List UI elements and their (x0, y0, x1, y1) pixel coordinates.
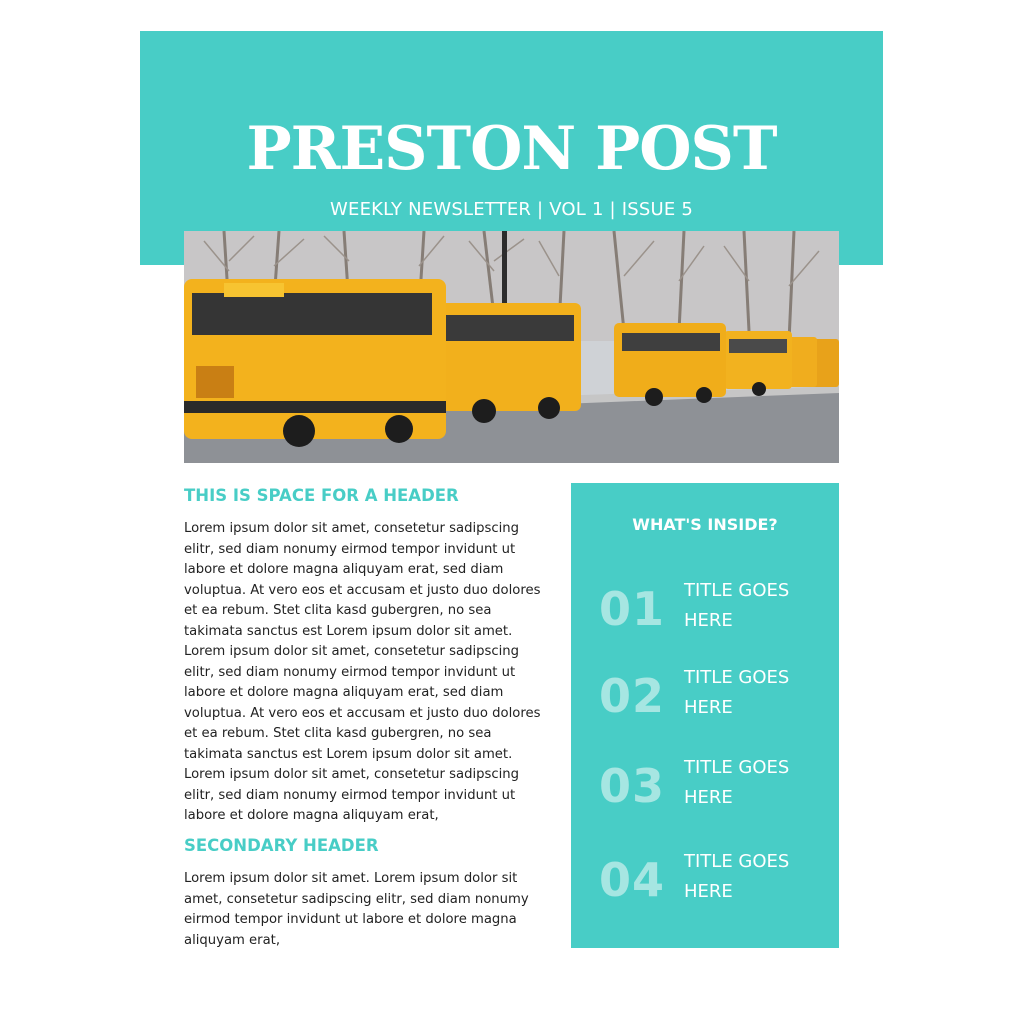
secondary-header: SECONDARY HEADER (184, 836, 379, 855)
toc-item (599, 580, 829, 640)
toc-item-title-line2: HERE (684, 697, 733, 718)
whats-inside-panel (571, 483, 839, 948)
newsletter-title: PRESTON POST (246, 114, 777, 184)
toc-item-number: 02 (599, 669, 666, 723)
toc-item (599, 851, 829, 911)
toc-item (599, 757, 829, 817)
toc-item-title-line1: TITLE GOES (684, 757, 790, 778)
toc-item-title-line2: HERE (684, 787, 733, 808)
toc-item-title-line1: TITLE GOES (684, 580, 790, 601)
toc-item-title-line2: HERE (684, 610, 733, 631)
school-buses-photo (184, 231, 839, 463)
toc-item (599, 667, 829, 727)
toc-item-title-line2: HERE (684, 881, 733, 902)
secondary-body: Lorem ipsum dolor sit amet. Lorem ipsum dolor sit amet, consetetur sadipscing elitr, sed diam nonumy eirmod tempor invidunt ut labore et dolore magna aliquyam erat, (184, 871, 529, 948)
toc-item-number: 03 (599, 759, 666, 813)
toc-item-number: 04 (599, 853, 666, 907)
newsletter-subtitle: WEEKLY NEWSLETTER | VOL 1 | ISSUE 5 (330, 199, 693, 220)
article-body: Lorem ipsum dolor sit amet, consetetur sadipscing elitr, sed diam nonumy eirmod tempor invidunt ut labore et dolore magna aliquyam erat, sed diam voluptua. At vero eos et accusam et justo duo dolores et ea rebum. Stet clita kasd gubergren, no sea takimata sanctus est Lorem ipsum dolor sit amet. Lorem ipsum dolor sit amet, consetetur sadipscing elitr, sed diam nonumy eirmod tempor invidunt ut labore et dolore magna aliquyam erat, sed diam voluptua. At vero eos et accusam et justo duo dolores et ea rebum. Stet clita kasd gubergren, no sea takimata sanctus est Lorem ipsum dolor sit amet. Lorem ipsum dolor sit amet, consetetur sadipscing elitr, sed diam nonumy eirmod tempor invidunt ut labore et dolore magna aliquyam erat, (184, 521, 541, 823)
whats-inside-title: WHAT'S INSIDE? (632, 515, 778, 534)
toc-item-title (684, 663, 824, 723)
toc-item-title-line1: TITLE GOES (684, 851, 790, 872)
toc-item-title (684, 576, 824, 636)
masthead-banner (140, 31, 883, 265)
toc-item-title-line1: TITLE GOES (684, 667, 790, 688)
toc-item-number: 01 (599, 582, 666, 636)
toc-item-title (684, 847, 824, 907)
toc-item-title (684, 753, 824, 813)
article-header: THIS IS SPACE FOR A HEADER (184, 486, 459, 505)
